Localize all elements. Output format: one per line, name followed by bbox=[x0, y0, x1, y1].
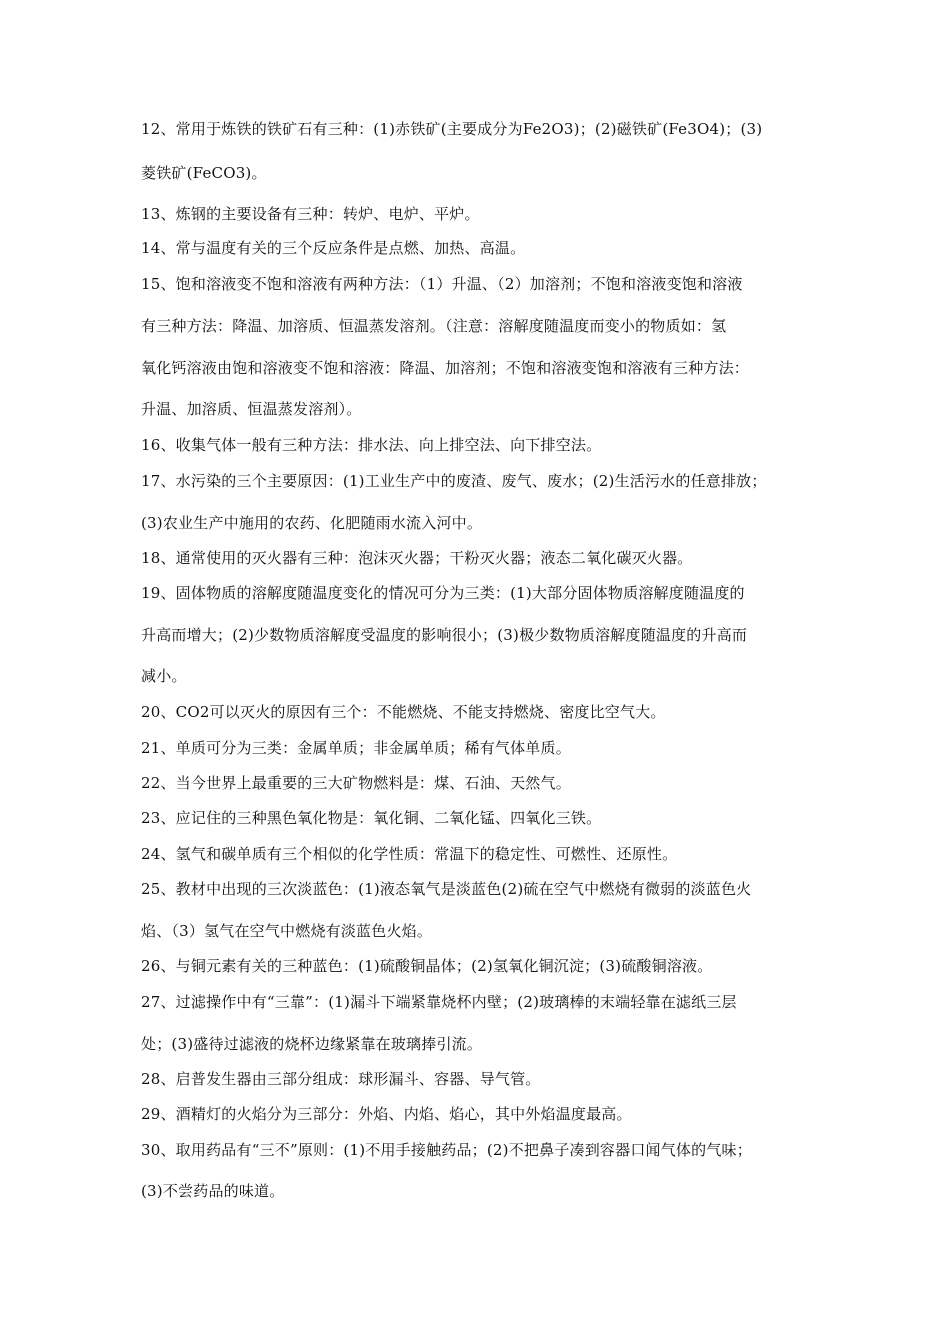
text-line: 21、单质可分为三类：金属单质；非金属单质；稀有气体单质。 bbox=[141, 739, 571, 757]
text-line: 焰、（3）氢气在空气中燃烧有淡蓝色火焰。 bbox=[141, 922, 433, 940]
text-line: 28、启普发生器由三部分组成：球形漏斗、容器、导气管。 bbox=[141, 1070, 541, 1088]
text-line: 15、饱和溶液变不饱和溶液有两种方法：（1）升温、（2）加溶剂；不饱和溶液变饱和溶液 bbox=[141, 275, 743, 293]
text-line: 26、与铜元素有关的三种蓝色：(1)硫酸铜晶体；(2)氢氧化铜沉淀；(3)硫酸铜溶液。 bbox=[141, 957, 713, 975]
text-line: 30、取用药品有“三不”原则：(1)不用手接触药品；(2)不把鼻子凑到容器口闻气体的气味； bbox=[141, 1141, 752, 1159]
text-line: 13、炼钢的主要设备有三种：转炉、电炉、平炉。 bbox=[141, 205, 480, 223]
text-line: 18、通常使用的灭火器有三种：泡沫灭火器；干粉灭火器；液态二氧化碳灭火器。 bbox=[141, 549, 693, 567]
text-line: 有三种方法：降温、加溶质、恒温蒸发溶剂。（注意：溶解度随温度而变小的物质如：氢 bbox=[141, 317, 727, 335]
text-line: 29、酒精灯的火焰分为三部分：外焰、内焰、焰心，其中外焰温度最高。 bbox=[141, 1105, 632, 1123]
text-line: 24、氢气和碳单质有三个相似的化学性质：常温下的稳定性、可燃性、还原性。 bbox=[141, 845, 678, 863]
text-line: 减小。 bbox=[141, 667, 187, 685]
text-line: 23、应记住的三种黑色氧化物是：氧化铜、二氧化锰、四氧化三铁。 bbox=[141, 809, 602, 827]
text-line: 14、常与温度有关的三个反应条件是点燃、加热、高温。 bbox=[141, 239, 526, 257]
text-line: 氧化钙溶液由饱和溶液变不饱和溶液：降温、加溶剂；不饱和溶液变饱和溶液有三种方法： bbox=[141, 359, 750, 377]
text-line: 12、常用于炼铁的铁矿石有三种：(1)赤铁矿(主要成分为Fe2O3)；(2)磁铁矿(Fe3O4)；(3) bbox=[141, 120, 763, 138]
text-line: 处；(3)盛待过滤液的烧杯边缘紧靠在玻璃捧引流。 bbox=[141, 1035, 483, 1053]
text-line: 17、水污染的三个主要原因：(1)工业生产中的废渣、废气、废水；(2)生活污水的任意排放； bbox=[141, 472, 767, 490]
text-line: 16、收集气体一般有三种方法：排水法、向上排空法、向下排空法。 bbox=[141, 436, 602, 454]
text-line: 19、固体物质的溶解度随温度变化的情况可分为三类：(1)大部分固体物质溶解度随温度的 bbox=[141, 584, 745, 602]
text-line: 升温、加溶质、恒温蒸发溶剂）。 bbox=[141, 400, 362, 418]
text-line: (3)不尝药品的味道。 bbox=[141, 1182, 285, 1200]
text-line: 27、过滤操作中有“三靠”：(1)漏斗下端紧靠烧杯内壁；(2)玻璃棒的末端轻靠在滤纸三层 bbox=[141, 993, 737, 1011]
text-line: 升高而增大；(2)少数物质溶解度受温度的影响很小；(3)极少数物质溶解度随温度的升高而 bbox=[141, 626, 748, 644]
text-line: 20、CO2可以灭火的原因有三个：不能燃烧、不能支持燃烧、密度比空气大。 bbox=[141, 703, 666, 721]
text-line: 菱铁矿(FeCO3)。 bbox=[141, 164, 267, 182]
text-line: 22、当今世界上最重要的三大矿物燃料是：煤、石油、天然气。 bbox=[141, 774, 571, 792]
text-line: 25、教材中出现的三次淡蓝色：(1)液态氧气是淡蓝色(2)硫在空气中燃烧有微弱的淡蓝色火 bbox=[141, 880, 752, 898]
text-line: (3)农业生产中施用的农药、化肥随雨水流入河中。 bbox=[141, 514, 483, 532]
